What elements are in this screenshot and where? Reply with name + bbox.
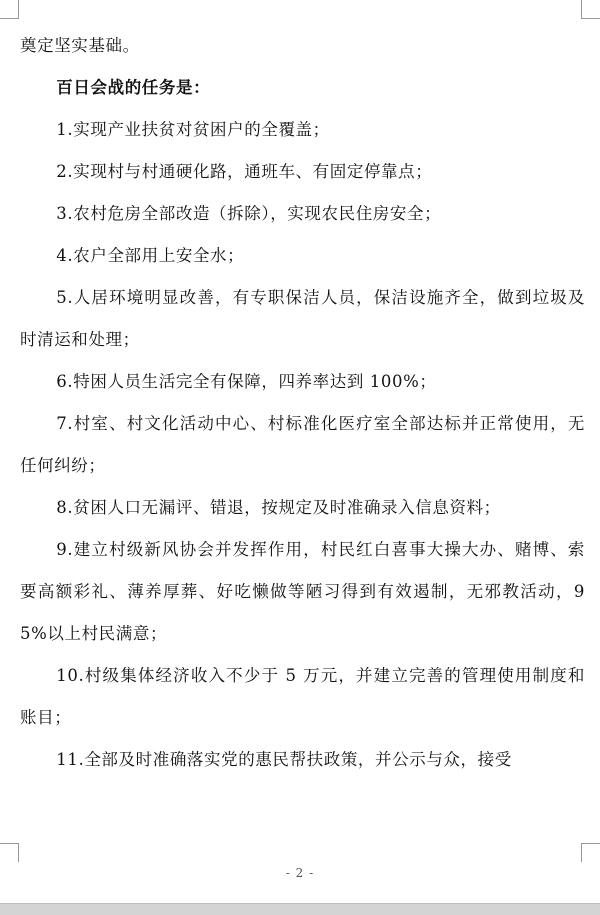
task-item: 10.村级集体经济收入不少于 5 万元，并建立完善的管理使用制度和账目； xyxy=(20,666,585,727)
section-heading: 百日会战的任务是： xyxy=(56,78,211,97)
task-item: 4.农户全部用上安全水； xyxy=(56,246,245,265)
task-item: 3.农村危房全部改造（拆除），实现农民住房安全； xyxy=(56,204,442,223)
paragraph: 奠定坚实基础。 xyxy=(20,36,140,55)
task-item: 8.贫困人口无漏评、错退，按规定及时准确录入信息资料； xyxy=(56,498,501,517)
status-bar xyxy=(0,903,600,915)
task-item: 7.村室、村文化活动中心、村标准化医疗室全部达标并正常使用，无任何纠纷； xyxy=(20,414,585,475)
crop-mark-bottom-right xyxy=(581,843,600,862)
crop-mark-top-right xyxy=(581,0,600,19)
task-item: 6.特困人员生活完全有保障，四养率达到 100%； xyxy=(56,372,437,391)
crop-mark-bottom-left xyxy=(0,843,19,862)
task-item: 1.实现产业扶贫对贫困户的全覆盖； xyxy=(56,120,330,139)
task-item: 9.建立村级新风协会并发挥作用，村民红白喜事大操大办、赌博、索要高额彩礼、薄养厚葬、好吃懒做等陋习得到有效遏制，无邪教活动，95%以上村民满意； xyxy=(20,540,585,643)
task-item: 2.实现村与村通硬化路，通班车、有固定停靠点； xyxy=(56,162,433,181)
task-item: 5.人居环境明显改善，有专职保洁人员，保洁设施齐全，做到垃圾及时清运和处理； xyxy=(20,288,585,349)
document-body xyxy=(20,25,585,781)
page-number: - 2 - xyxy=(285,866,315,880)
crop-mark-top-left xyxy=(0,0,19,19)
task-item: 11.全部及时准确落实党的惠民帮扶政策，并公示与众，接受 xyxy=(56,750,512,769)
